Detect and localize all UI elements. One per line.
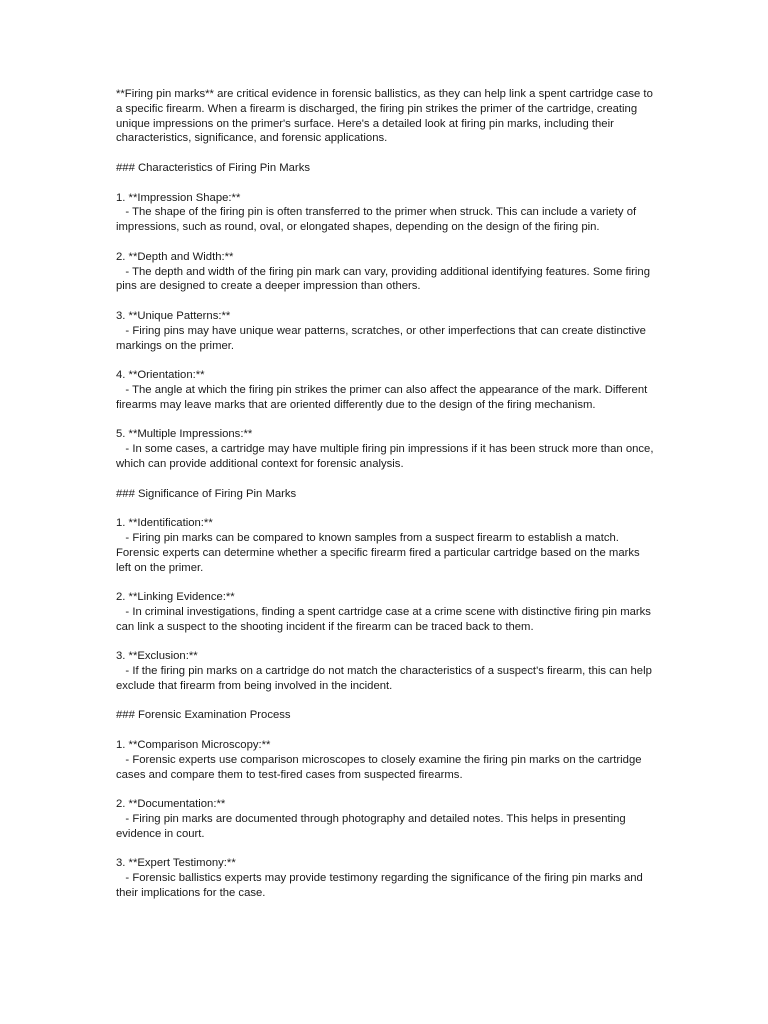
list-item-body: - The shape of the firing pin is often transferred to the primer when struck. This can include a variety of impressions, such as round, oval, or elongated shapes, depending on the design of the firing pin. — [116, 206, 640, 234]
list-item-body: - If the firing pin marks on a cartridge do not match the characteristics of a suspect's firearm, this can help exclude that firearm from being involved in the incident. — [116, 665, 656, 692]
list-item-body: - The angle at which the firing pin strikes the primer can also affect the appearance of the mark. Different firearms may leave marks that are oriented differently due to the design of the firing mechanism. — [116, 383, 651, 411]
list-item — [116, 427, 656, 471]
document-page — [116, 87, 656, 916]
list-item — [116, 309, 656, 353]
list-item-title: 4. **Orientation:** — [116, 369, 205, 382]
section-heading-characteristics: ### Characteristics of Firing Pin Marks — [116, 161, 310, 174]
list-item-title: 2. **Linking Evidence:** — [116, 591, 235, 604]
section-heading-examination: ### Forensic Examination Process — [116, 709, 291, 722]
list-item — [116, 516, 656, 575]
section-heading-significance: ### Significance of Firing Pin Marks — [116, 487, 297, 500]
list-item-title: 1. **Comparison Microscopy:** — [116, 739, 271, 752]
list-item — [116, 649, 656, 693]
list-item — [116, 738, 656, 782]
list-item-body: - Firing pin marks are documented through photography and detailed notes. This helps in presenting evidence in court. — [116, 813, 629, 840]
list-item-title: 5. **Multiple Impressions:** — [116, 428, 253, 441]
list-item-title: 1. **Identification:** — [116, 517, 213, 530]
list-item — [116, 368, 656, 412]
list-item-title: 1. **Impression Shape:** — [116, 191, 241, 204]
list-item — [116, 797, 656, 841]
list-item — [116, 856, 656, 900]
list-item-body: - In criminal investigations, finding a spent cartridge case at a crime scene with distinctive firing pin marks can link a suspect to the shooting incident if the firearm can be traced back to them. — [116, 605, 655, 633]
list-item — [116, 191, 656, 235]
list-item-body: - In some cases, a cartridge may have multiple firing pin impressions if it has been struck more than once, which can provide additional context for forensic analysis. — [116, 443, 657, 470]
list-item-body: - Forensic experts use comparison microscopes to closely examine the firing pin marks on the cartridge cases and compare them to test-fired cases from suspected firearms. — [116, 753, 645, 781]
list-item-body: - Forensic ballistics experts may provide testimony regarding the significance of the firing pin marks and their implications for the case. — [116, 872, 646, 900]
list-item-title: 3. **Exclusion:** — [116, 650, 198, 663]
list-item-body: - Firing pins may have unique wear patterns, scratches, or other imperfections that can create distinctive markings on the primer. — [116, 324, 650, 352]
list-item-title: 3. **Unique Patterns:** — [116, 309, 231, 322]
intro-paragraph: **Firing pin marks** are critical evidence in forensic ballistics, as they can help link a spent cartridge case to a specific firearm. When a firearm is discharged, the firing pin strikes the primer of the cartridge, creating unique impressions on the primer's surface. Here's a detailed look at firing pin marks, including their characteristics, significance, and forensic applications. — [116, 88, 656, 145]
list-item-body: - The depth and width of the firing pin mark can vary, providing additional identifying features. Some firing pins are designed to create a deeper impression than others. — [116, 265, 654, 293]
list-item-title: 2. **Documentation:** — [116, 798, 226, 811]
list-item — [116, 250, 656, 294]
list-item — [116, 590, 656, 634]
list-item-body: - Firing pin marks can be compared to known samples from a suspect firearm to establish a match. Forensic experts can determine whether a specific firearm fired a particular cartridge based on the marks left on the primer. — [116, 531, 643, 574]
list-item-title: 2. **Depth and Width:** — [116, 250, 234, 263]
list-item-title: 3. **Expert Testimony:** — [116, 857, 236, 870]
